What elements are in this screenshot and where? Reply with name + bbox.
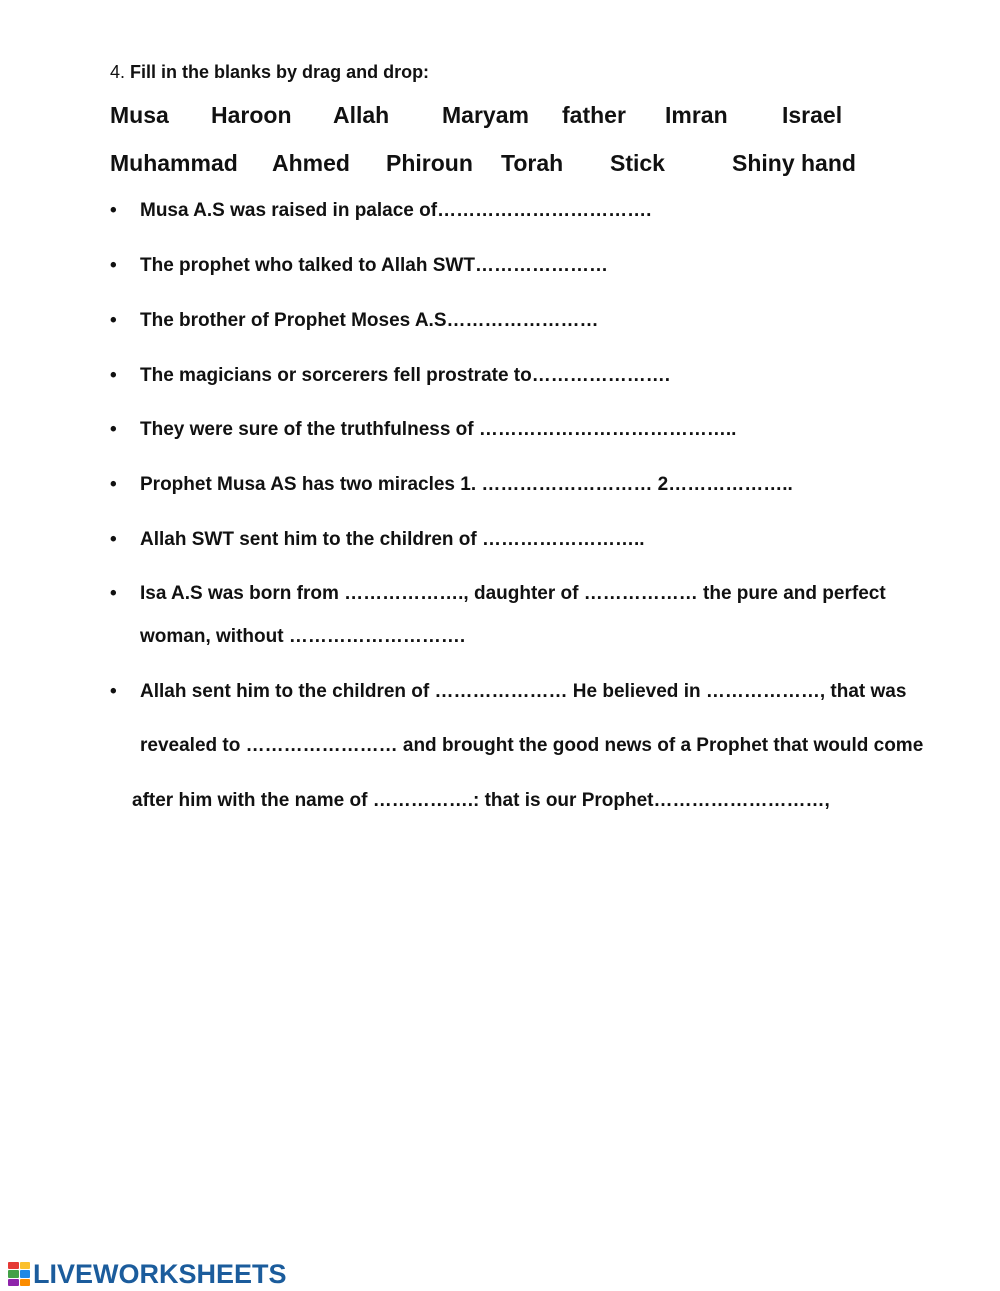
blank-8a[interactable]: ……………….	[344, 583, 464, 604]
blank-9b[interactable]: ………………	[705, 681, 820, 702]
blank-9d[interactable]: …………….	[372, 790, 473, 811]
exercise-heading	[110, 62, 429, 83]
question-text-mid: He believed in	[567, 681, 706, 702]
question-text: The magicians or sorcerers fell prostrate to	[140, 365, 532, 386]
logo-square	[8, 1262, 19, 1269]
bullet: •	[110, 529, 117, 550]
blank-2[interactable]: …………………	[474, 255, 608, 276]
bullet: •	[110, 474, 117, 495]
blank-6a[interactable]: ………………………	[481, 474, 653, 495]
word-phiroun[interactable]: Phiroun	[386, 150, 473, 176]
question-text: Prophet Musa AS has two miracles 1.	[140, 474, 482, 495]
question-text-mid: : that is our Prophet	[472, 790, 654, 811]
word-shiny-hand[interactable]: Shiny hand	[732, 150, 856, 176]
exercise-instruction: Fill in the blanks by drag and drop:	[130, 62, 430, 82]
blank-4[interactable]: ………………….	[531, 365, 671, 386]
question-text: revealed to	[140, 735, 246, 756]
liveworksheets-logo[interactable]	[8, 1258, 287, 1290]
blank-5[interactable]: …………………………………..	[478, 419, 737, 440]
question-text: The prophet who talked to Allah SWT	[140, 255, 475, 276]
bullet: •	[110, 681, 117, 702]
word-haroon[interactable]: Haroon	[211, 102, 292, 128]
exercise-number: 4.	[110, 62, 126, 82]
blank-7[interactable]: ……………………..	[482, 529, 645, 550]
bullet: •	[110, 365, 117, 386]
blank-6b[interactable]: ………………..	[668, 474, 793, 495]
word-torah[interactable]: Torah	[501, 150, 564, 176]
question-text-end: ,	[824, 790, 830, 811]
question-text: The brother of Prophet Moses A.S	[140, 310, 447, 331]
blank-9e[interactable]: ………………………	[653, 790, 825, 811]
question-text-mid: 2	[652, 474, 669, 495]
question-text: Musa A.S was raised in palace of	[140, 200, 438, 221]
bullet: •	[110, 583, 117, 604]
question-text-end: and brought the good news of a Prophet that would come	[397, 735, 924, 756]
logo-square	[8, 1270, 19, 1277]
question-8-line-2	[140, 626, 465, 648]
word-musa[interactable]: Musa	[110, 102, 169, 128]
blank-9a[interactable]: …………………	[434, 681, 568, 702]
logo-square	[8, 1279, 19, 1286]
question-text: Isa A.S was born from	[140, 583, 345, 604]
blank-1[interactable]: …………………………….	[437, 200, 652, 221]
question-9-line-3	[132, 790, 830, 812]
bullet: •	[110, 419, 117, 440]
word-israel[interactable]: Israel	[782, 102, 843, 128]
logo-square	[20, 1279, 31, 1286]
word-maryam[interactable]: Maryam	[442, 102, 529, 128]
word-stick[interactable]: Stick	[610, 150, 665, 176]
question-text-mid: , daughter of	[463, 583, 584, 604]
blank-9c[interactable]: ……………………	[245, 735, 398, 756]
blank-3[interactable]: ……………………	[446, 310, 599, 331]
bullet: •	[110, 255, 117, 276]
question-text-end: the pure and perfect	[697, 583, 886, 604]
word-imran[interactable]: Imran	[665, 102, 728, 128]
logo-square	[20, 1262, 31, 1269]
bullet: •	[110, 200, 117, 221]
logo-text: LIVEWORKSHEETS	[33, 1258, 287, 1289]
blank-8b[interactable]: ………………	[583, 583, 698, 604]
question-text-end: , that was	[819, 681, 907, 702]
logo-grid-icon	[8, 1262, 30, 1286]
logo-square	[20, 1270, 31, 1277]
word-muhammad[interactable]: Muhammad	[110, 150, 238, 176]
question-text: after him with the name of	[132, 790, 373, 811]
bullet: •	[110, 310, 117, 331]
question-text: They were sure of the truthfulness of	[140, 419, 479, 440]
question-text: woman, without	[140, 626, 289, 647]
word-father[interactable]: father	[562, 102, 626, 128]
question-text: Allah SWT sent him to the children of	[140, 529, 483, 550]
question-9-line-2	[140, 735, 923, 757]
question-text: Allah sent him to the children of	[140, 681, 435, 702]
word-ahmed[interactable]: Ahmed	[272, 150, 350, 176]
word-allah[interactable]: Allah	[333, 102, 390, 128]
blank-8c[interactable]: ……………………….	[288, 626, 466, 647]
